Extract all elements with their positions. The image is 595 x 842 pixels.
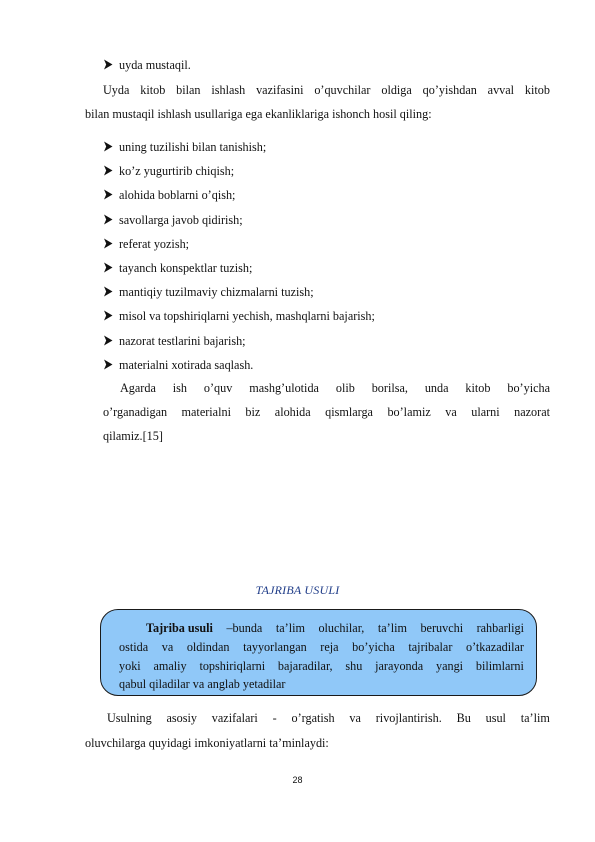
word: Bu bbox=[456, 711, 471, 725]
list-item bbox=[103, 285, 314, 300]
word: avval bbox=[487, 83, 515, 97]
word: beruvchi bbox=[420, 621, 464, 635]
conclusion-line-3: qilamiz.[15] bbox=[103, 429, 163, 443]
word: rahbarligi bbox=[476, 621, 524, 635]
word: borilsa, bbox=[371, 381, 408, 395]
list-item bbox=[103, 261, 252, 276]
word: shu bbox=[345, 659, 363, 673]
list-item bbox=[103, 358, 253, 373]
word: oldindan bbox=[186, 640, 230, 654]
word: yoki bbox=[119, 659, 141, 673]
definition-line-4: qabul qiladilar va anglab yetadilar bbox=[119, 677, 286, 691]
word: bo’yicha bbox=[507, 381, 550, 395]
word: Uyda bbox=[103, 83, 130, 97]
list-item-text: tayanch konspektlar tuzish; bbox=[119, 261, 253, 275]
word: biz bbox=[245, 405, 261, 419]
list-item-text: misol va topshiriqlarni yechish, mashqlarni bajarish; bbox=[119, 309, 375, 324]
word: yangi bbox=[435, 659, 464, 673]
arrow-bullet-icon bbox=[103, 334, 119, 349]
word: usul bbox=[485, 711, 506, 725]
word: –bunda bbox=[226, 621, 263, 635]
word: va bbox=[349, 711, 361, 725]
intro-line-1 bbox=[103, 83, 550, 98]
list-item-text: alohida boblarni o’qish; bbox=[119, 188, 236, 203]
conclusion-line-1 bbox=[120, 381, 550, 396]
arrow-bullet-icon bbox=[103, 58, 119, 73]
word: bajaradilar, bbox=[277, 659, 333, 673]
intro-line-2: bilan mustaqil ishlash usullariga ega ekanliklariga ishonch hosil qiling: bbox=[85, 107, 432, 121]
list-item bbox=[103, 140, 266, 155]
word: olib bbox=[335, 381, 355, 395]
word: reja bbox=[320, 640, 339, 654]
word: mashg’ulotida bbox=[249, 381, 319, 395]
word: ularni bbox=[471, 405, 500, 419]
arrow-bullet-icon bbox=[103, 261, 119, 276]
word: rivojlantirish. bbox=[375, 711, 442, 725]
word: qismlarga bbox=[325, 405, 373, 419]
word: bilan bbox=[176, 83, 201, 97]
final-line-2: oluvchilarga quyidagi imkoniyatlarni ta’minlaydi: bbox=[85, 736, 329, 750]
word: va bbox=[161, 640, 174, 654]
list-item bbox=[103, 164, 234, 179]
word: - bbox=[272, 711, 277, 725]
page-number: 28 bbox=[292, 775, 303, 785]
list-item-text: savollarga javob qidirish; bbox=[119, 212, 243, 227]
list-item-text: ko’z yugurtirib chiqish; bbox=[119, 164, 235, 179]
definition-box bbox=[100, 609, 537, 696]
arrow-bullet-icon bbox=[103, 213, 119, 228]
definition-line-1 bbox=[146, 621, 524, 636]
word: qo’yishdan bbox=[422, 83, 477, 97]
word: ta’lim bbox=[275, 621, 305, 635]
word: alohida bbox=[274, 405, 311, 419]
list-item bbox=[103, 334, 246, 349]
word: nazorat bbox=[514, 405, 550, 419]
conclusion-line-2 bbox=[103, 405, 550, 420]
arrow-bullet-icon bbox=[103, 164, 119, 179]
word: kitob bbox=[140, 83, 166, 97]
arrow-bullet-icon bbox=[103, 285, 119, 300]
word: vazifalari bbox=[211, 711, 258, 725]
list-item-text: materialni xotirada saqlash. bbox=[119, 357, 254, 372]
list-item-text: uning tuzilishi bilan tanishish; bbox=[119, 140, 267, 154]
word: ta’lim bbox=[520, 711, 550, 725]
word: oluchilar, bbox=[318, 621, 365, 635]
list-item bbox=[103, 213, 243, 228]
word: ta’lim bbox=[377, 621, 407, 635]
word: bo’lamiz bbox=[387, 405, 431, 419]
definition-line-2 bbox=[119, 640, 524, 655]
list-item bbox=[103, 237, 189, 252]
section-heading: TAJRIBA USULI bbox=[255, 583, 340, 597]
word: bilimlarni bbox=[475, 659, 524, 673]
word: ostida bbox=[119, 640, 149, 654]
word: topshiriqlarni bbox=[199, 659, 266, 673]
word: Usulning bbox=[107, 711, 152, 725]
arrow-bullet-icon bbox=[103, 358, 119, 373]
word: ish bbox=[172, 381, 187, 395]
word: jarayonda bbox=[375, 659, 424, 673]
word: va bbox=[445, 405, 457, 419]
word: ishlash bbox=[211, 83, 246, 97]
word: bo’yicha bbox=[352, 640, 395, 654]
word: tajribalar bbox=[408, 640, 453, 654]
definition-line-3 bbox=[119, 659, 524, 674]
word: o’quvchilar bbox=[314, 83, 371, 97]
word: kitob bbox=[524, 83, 550, 97]
list-item-text: referat yozish; bbox=[119, 236, 190, 251]
list-item bbox=[103, 188, 235, 203]
word: vazifasini bbox=[256, 83, 304, 97]
word: amaliy bbox=[153, 659, 187, 673]
word: o’quv bbox=[203, 381, 233, 395]
definition-term: Tajriba usuli bbox=[146, 621, 213, 635]
word: oldiga bbox=[381, 83, 412, 97]
word: kitob bbox=[465, 381, 491, 395]
word: unda bbox=[424, 381, 449, 395]
list-item-text: nazorat testlarini bajarish; bbox=[119, 333, 246, 348]
word: asosiy bbox=[166, 711, 197, 725]
arrow-bullet-icon bbox=[103, 237, 119, 252]
word: o’rganadigan bbox=[103, 405, 168, 419]
arrow-bullet-icon bbox=[103, 309, 119, 324]
word: tayyorlangan bbox=[243, 640, 307, 654]
list-item-text: mantiqiy tuzilmaviy chizmalarni tuzish; bbox=[119, 285, 314, 300]
word: o’tkazadilar bbox=[465, 640, 524, 654]
word: materialni bbox=[181, 405, 231, 419]
word: o’rgatish bbox=[291, 711, 335, 725]
list-item bbox=[103, 309, 375, 324]
arrow-bullet-icon bbox=[103, 140, 119, 155]
arrow-bullet-icon bbox=[103, 188, 119, 203]
list-item: uyda mustaqil. bbox=[103, 58, 191, 73]
final-line-1 bbox=[107, 711, 550, 726]
word: Agarda bbox=[120, 381, 156, 395]
